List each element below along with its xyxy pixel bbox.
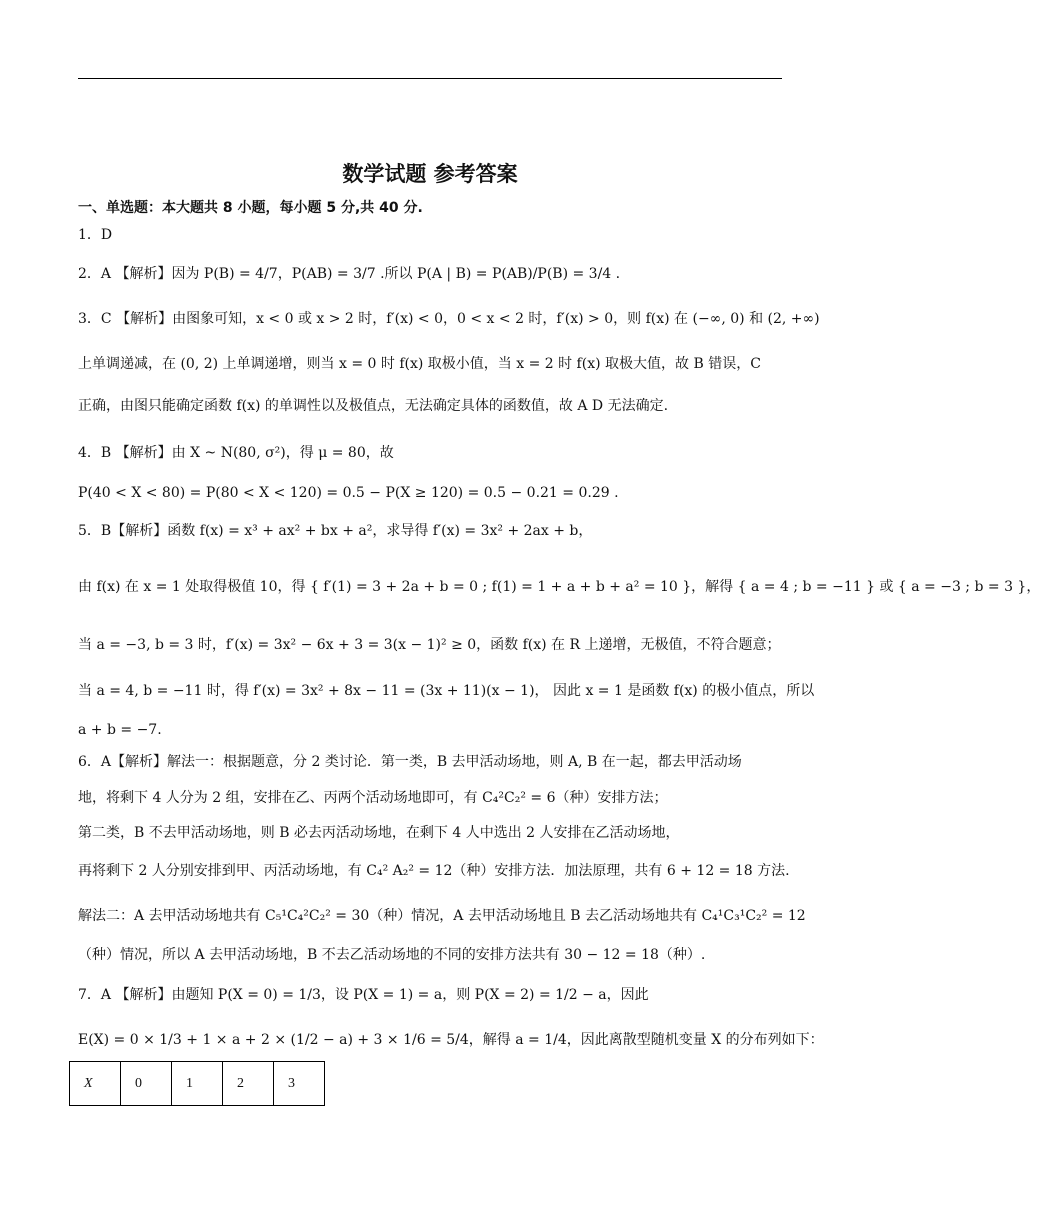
answer-4-line-2: P(40 < X < 80) = P(80 < X < 120) = 0.5 − P(X ≥ 120) = 0.5 − 0.21 = 0.29 . [78, 485, 619, 501]
table-cell: 1 [172, 1062, 223, 1106]
answer-7-line-2: E(X) = 0 × 1/3 + 1 × a + 2 × (1/2 − a) + 3 × 1/6 = 5/4，解得 a = 1/4，因此离散型随机变量 X 的分布列如下： [78, 1032, 824, 1048]
answer-6-line-3: 第二类，B 不去甲活动场地，则 B 必去丙活动场地，在剩下 4 人中选出 2 人安排在乙活动场地， [78, 825, 680, 841]
table-cell: X [70, 1062, 121, 1106]
answer-6-line-2: 地，将剩下 4 人分为 2 组，安排在乙、丙两个活动场地即可，有 C₄²C₂² = 6（种）安排方法； [78, 790, 668, 806]
distribution-table [69, 1061, 325, 1106]
answer-6-line-5: 解法二：A 去甲活动场地共有 C₅¹C₄²C₂² = 30（种）情况，A 去甲活动场地且 B 去乙活动场地共有 C₄¹C₃¹C₂² = 12 [78, 908, 806, 924]
answer-6-line-6: （种）情况，所以 A 去甲活动场地，B 不去乙活动场地的不同的安排方法共有 30 − 12 = 18（种）. [78, 947, 706, 963]
answer-6-line-4: 再将剩下 2 人分别安排到甲、丙活动场地，有 C₄² A₂² = 12（种）安排方法．加法原理，共有 6 + 12 = 18 方法. [78, 863, 790, 879]
answer-7-line-1: 7．A 【解析】由题知 P(X = 0) = 1/3，设 P(X = 1) = a，则 P(X = 2) = 1/2 − a，因此 [78, 987, 649, 1003]
header-rule [78, 78, 782, 79]
answer-2: 2．A 【解析】因为 P(B) = 4/7，P(AB) = 3/7 .所以 P(A | B) = P(AB)/P(B) = 3/4 . [78, 266, 621, 282]
answer-5-line-1: 5．B【解析】函数 f(x) = x³ + ax² + bx + a²，求导得 f′(x) = 3x² + 2ax + b， [78, 523, 593, 539]
answer-3-line-2: 上单调递减，在 (0, 2) 上单调递增，则当 x = 0 时 f(x) 取极小值，当 x = 2 时 f(x) 取极大值，故 B 错误，C [78, 356, 761, 372]
answer-6-line-1: 6．A【解析】解法一：根据题意，分 2 类讨论．第一类，B 去甲活动场地，则 A, B 在一起，都去甲活动场 [78, 754, 742, 770]
table-cell: 2 [223, 1062, 274, 1106]
answer-4-line-1: 4．B 【解析】由 X ~ N(80, σ²)，得 μ = 80，故 [78, 445, 394, 461]
answer-5-line-5: a + b = −7. [78, 722, 162, 738]
answer-3-line-1: 3．C 【解析】由图象可知，x < 0 或 x > 2 时，f′(x) < 0，0 < x < 2 时，f′(x) > 0，则 f(x) 在 (−∞, 0) 和 (2, +∞) [78, 311, 820, 327]
table-row [70, 1062, 325, 1106]
answer-1: 1．D [78, 227, 113, 243]
section-heading: 一、单选题：本大题共 8 小题，每小题 5 分,共 40 分. [78, 200, 423, 216]
table-cell: 3 [274, 1062, 325, 1106]
answer-5-line-4: 当 a = 4, b = −11 时，得 f′(x) = 3x² + 8x − 11 = (3x + 11)(x − 1)， 因此 x = 1 是函数 f(x) 的极小值点，所以 [78, 683, 815, 699]
table-cell: 0 [121, 1062, 172, 1106]
page-title: 数学试题 参考答案 [342, 162, 518, 186]
answer-5-line-3: 当 a = −3, b = 3 时，f′(x) = 3x² − 6x + 3 = 3(x − 1)² ≥ 0，函数 f(x) 在 R 上递增，无极值，不符合题意； [78, 637, 781, 653]
answer-3-line-3: 正确，由图只能确定函数 f(x) 的单调性以及极值点，无法确定具体的函数值，故 A D 无法确定. [78, 398, 669, 414]
answer-5-line-2: 由 f(x) 在 x = 1 处取得极值 10，得 { f′(1) = 3 + 2a + b = 0 ; f(1) = 1 + a + b + a² = 10 }，解得 { a = 4 ; b = −11 } 或 { a = −3 ; b = 3 }， [78, 579, 1040, 595]
